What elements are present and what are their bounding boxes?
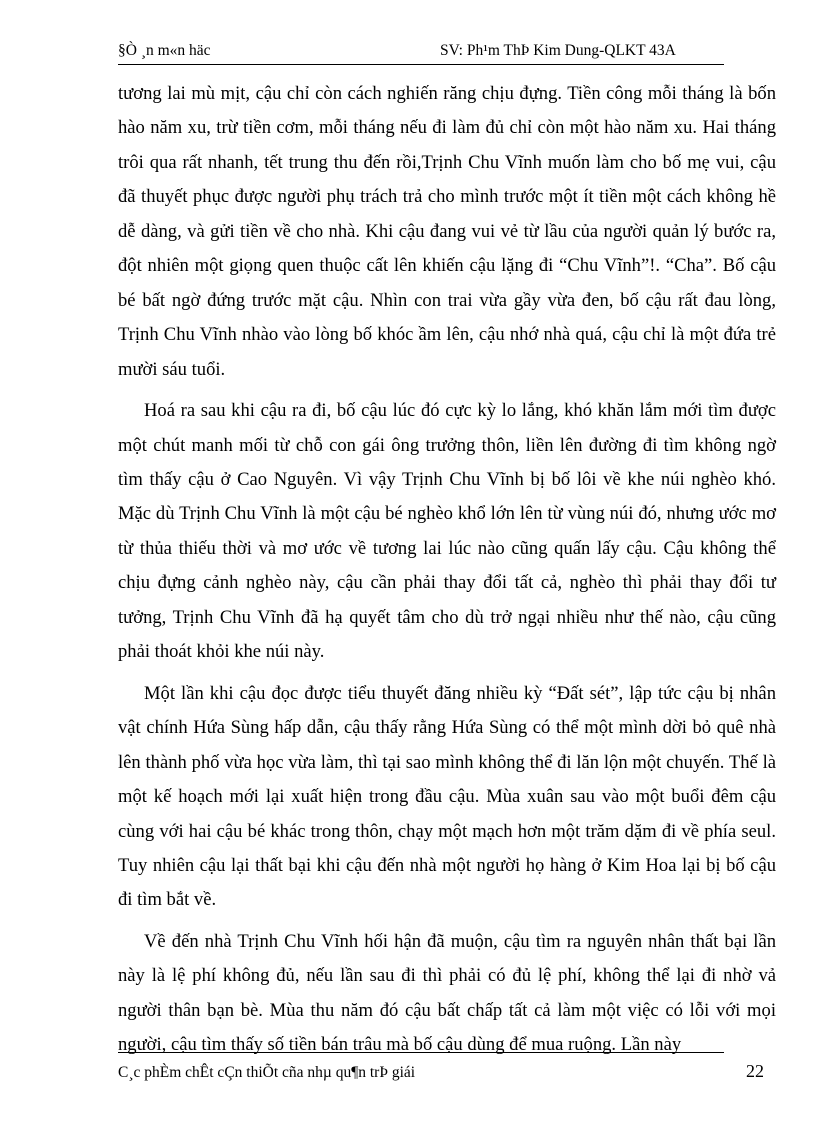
page-number: 22 — [746, 1061, 764, 1081]
paragraph-1: tương lai mù mịt, cậu chỉ còn cách nghiến răng chịu đựng. Tiền công mỗi tháng là bốn hào năm xu, trừ tiền cơm, mỗi tháng nếu đi làm đủ chỉ còn một hào năm xu. Hai tháng trôi qua rất nhanh, tết trung thu đến rồi,Trịnh Chu Vĩnh muốn làm cho bố mẹ vui, cậu đã thuyết phục được người phụ trách trả cho mình trước một ít tiền một cách không hề dễ dàng, và gửi tiền về cho nhà. Khi cậu đang vui vẻ từ lầu của người quản lý bước ra, đột nhiên một giọng quen thuộc cất lên khiến cậu lặng đi “Chu Vĩnh”!. “Cha”. Bố cậu bé bất ngờ đứng trước mặt cậu. Nhìn con trai vừa gầy vừa đen, bố cậu rất đau lòng, Trịnh Chu Vĩnh nhào vào lòng bố khóc ầm lên, cậu nhớ nhà quá, cậu chỉ là một đứa trẻ mười sáu tuổi. — [118, 83, 776, 380]
paragraph-3: Một lần khi cậu đọc được tiểu thuyết đăng nhiều kỳ “Đất sét”, lập tức cậu bị nhân vật chính Hứa Sùng hấp dẫn, cậu thấy rằng Hứa Sùng có thể một mình dời bỏ quê nhà lên thành phố vừa học vừa làm, thì tại sao mình không thể đi lăn lộn một chuyến. Thế là một kế hoạch mới lại xuất hiện trong đầu cậu. Mùa xuân sau vào một buổi đêm cậu cùng với hai cậu bé khác trong thôn, chạy một mạch hơn một trăm dặm đi về phía seul. Tuy nhiên cậu lại thất bại khi cậu đến nhà một người họ hàng ở Kim Hoa lại bị bố cậu đi tìm bắt về. — [118, 682, 776, 911]
paragraph-4: Về đến nhà Trịnh Chu Vĩnh hối hận đã muộn, cậu tìm ra nguyên nhân thất bại lần này là lệ phí không đủ, nếu lần sau đi thì phải có đủ lệ phí, không thể lại đi nhờ vả người thân bạn bè. Mùa thu năm đó cậu bất chấp tất cả làm một việc có lỗi với mọi người, cậu tìm thấy số tiền bán trâu mà bố cậu dùng để mua ruộng. Lần này — [118, 930, 776, 1056]
footer-divider — [118, 1052, 724, 1053]
page-header — [118, 40, 724, 65]
document-body — [118, 77, 776, 1063]
header-student-info: SV: Ph¹m ThÞ Kim Dung-QLKT 43A — [440, 42, 676, 59]
paragraph-2: Hoá ra sau khi cậu ra đi, bố cậu lúc đó cực kỳ lo lắng, khó khăn lắm mới tìm được một chút manh mối từ chỗ con gái ông trưởng thôn, liền lên đường đi tìm không ngờ tìm thấy cậu ở Cao Nguyên. Vì vậy Trịnh Chu Vĩnh bị bố lôi về khe núi nghèo khó. Mặc dù Trịnh Chu Vĩnh là một cậu bé nghèo khổ lớn lên từ vùng núi đó, nhưng ước mơ từ thủa thiếu thời và mơ ước về tương lai lúc nào cũng quấn lấy cậu. Cậu không thể chịu đựng cảnh nghèo này, cậu cần phải thay đổi tất cả, nghèo thì phải thay đổi tư tưởng, Trịnh Chu Vĩnh đã hạ quyết tâm cho dù trở ngại nhiều như thế nào, cậu cũng phải thoát khỏi khe núi này. — [118, 400, 776, 663]
header-course-title: §Ò ¸n m«n häc — [118, 42, 211, 59]
footer-title: C¸c phÈm chÊt cÇn thiÕt cña nhµ qu¶n trÞ giái — [118, 1064, 416, 1081]
